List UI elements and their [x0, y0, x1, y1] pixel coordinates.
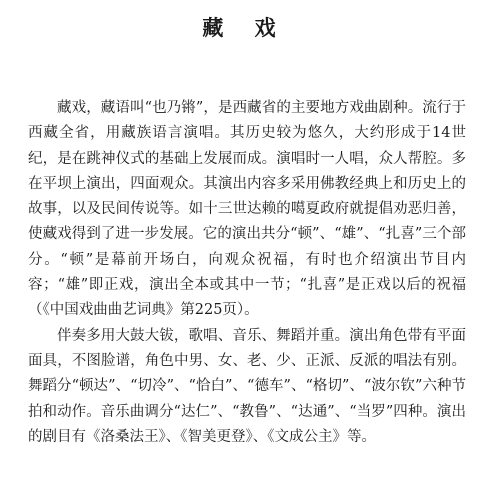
paragraph-history: 藏戏，藏语叫“也乃锵”，是西藏省的主要地方戏曲剧种。流行于西藏全省，用藏族语言演唱。其历史较为悠久，大约形成于14世纪，是在跳神仪式的基础上发展而成。演唱时一人唱，众人帮腔。多在平坝上演出，四面观众。其演出内容多采用佛教经典上和历史上的故事，以及民间传说等。如十三世达赖的噶夏政府就提倡劝恶归善，使藏戏得到了进一步发展。它的演出共分“顿”、“雄”、“扎喜”三个部分。“顿”是幕前开场白，向观众祝福，有时也介绍演出节目内容；“雄”即正戏，演出全本或其中一节；“扎喜”是正戏以后的祝福（《中国戏曲曲艺词典》第225页）。 [28, 100, 466, 319]
paragraph-performance: 伴奏多用大鼓大钹，歌唱、音乐、舞蹈并重。演出角色带有平面面具，不图脸谱，角色中男、女、老、少、正派、反派的唱法有别。舞蹈分“顿达”、“切冷”、“恰白”、“德车”、“格切”、“波尔钦”六种节拍和动作。音乐曲调分“达仁”、“教鲁”、“达通”、“当罗”四种。演出的剧目有《洛桑法王》、《智美更登》、《文成公主》等。 [28, 327, 466, 445]
document-title: 藏 戏 [202, 15, 288, 40]
document-body [28, 96, 466, 450]
